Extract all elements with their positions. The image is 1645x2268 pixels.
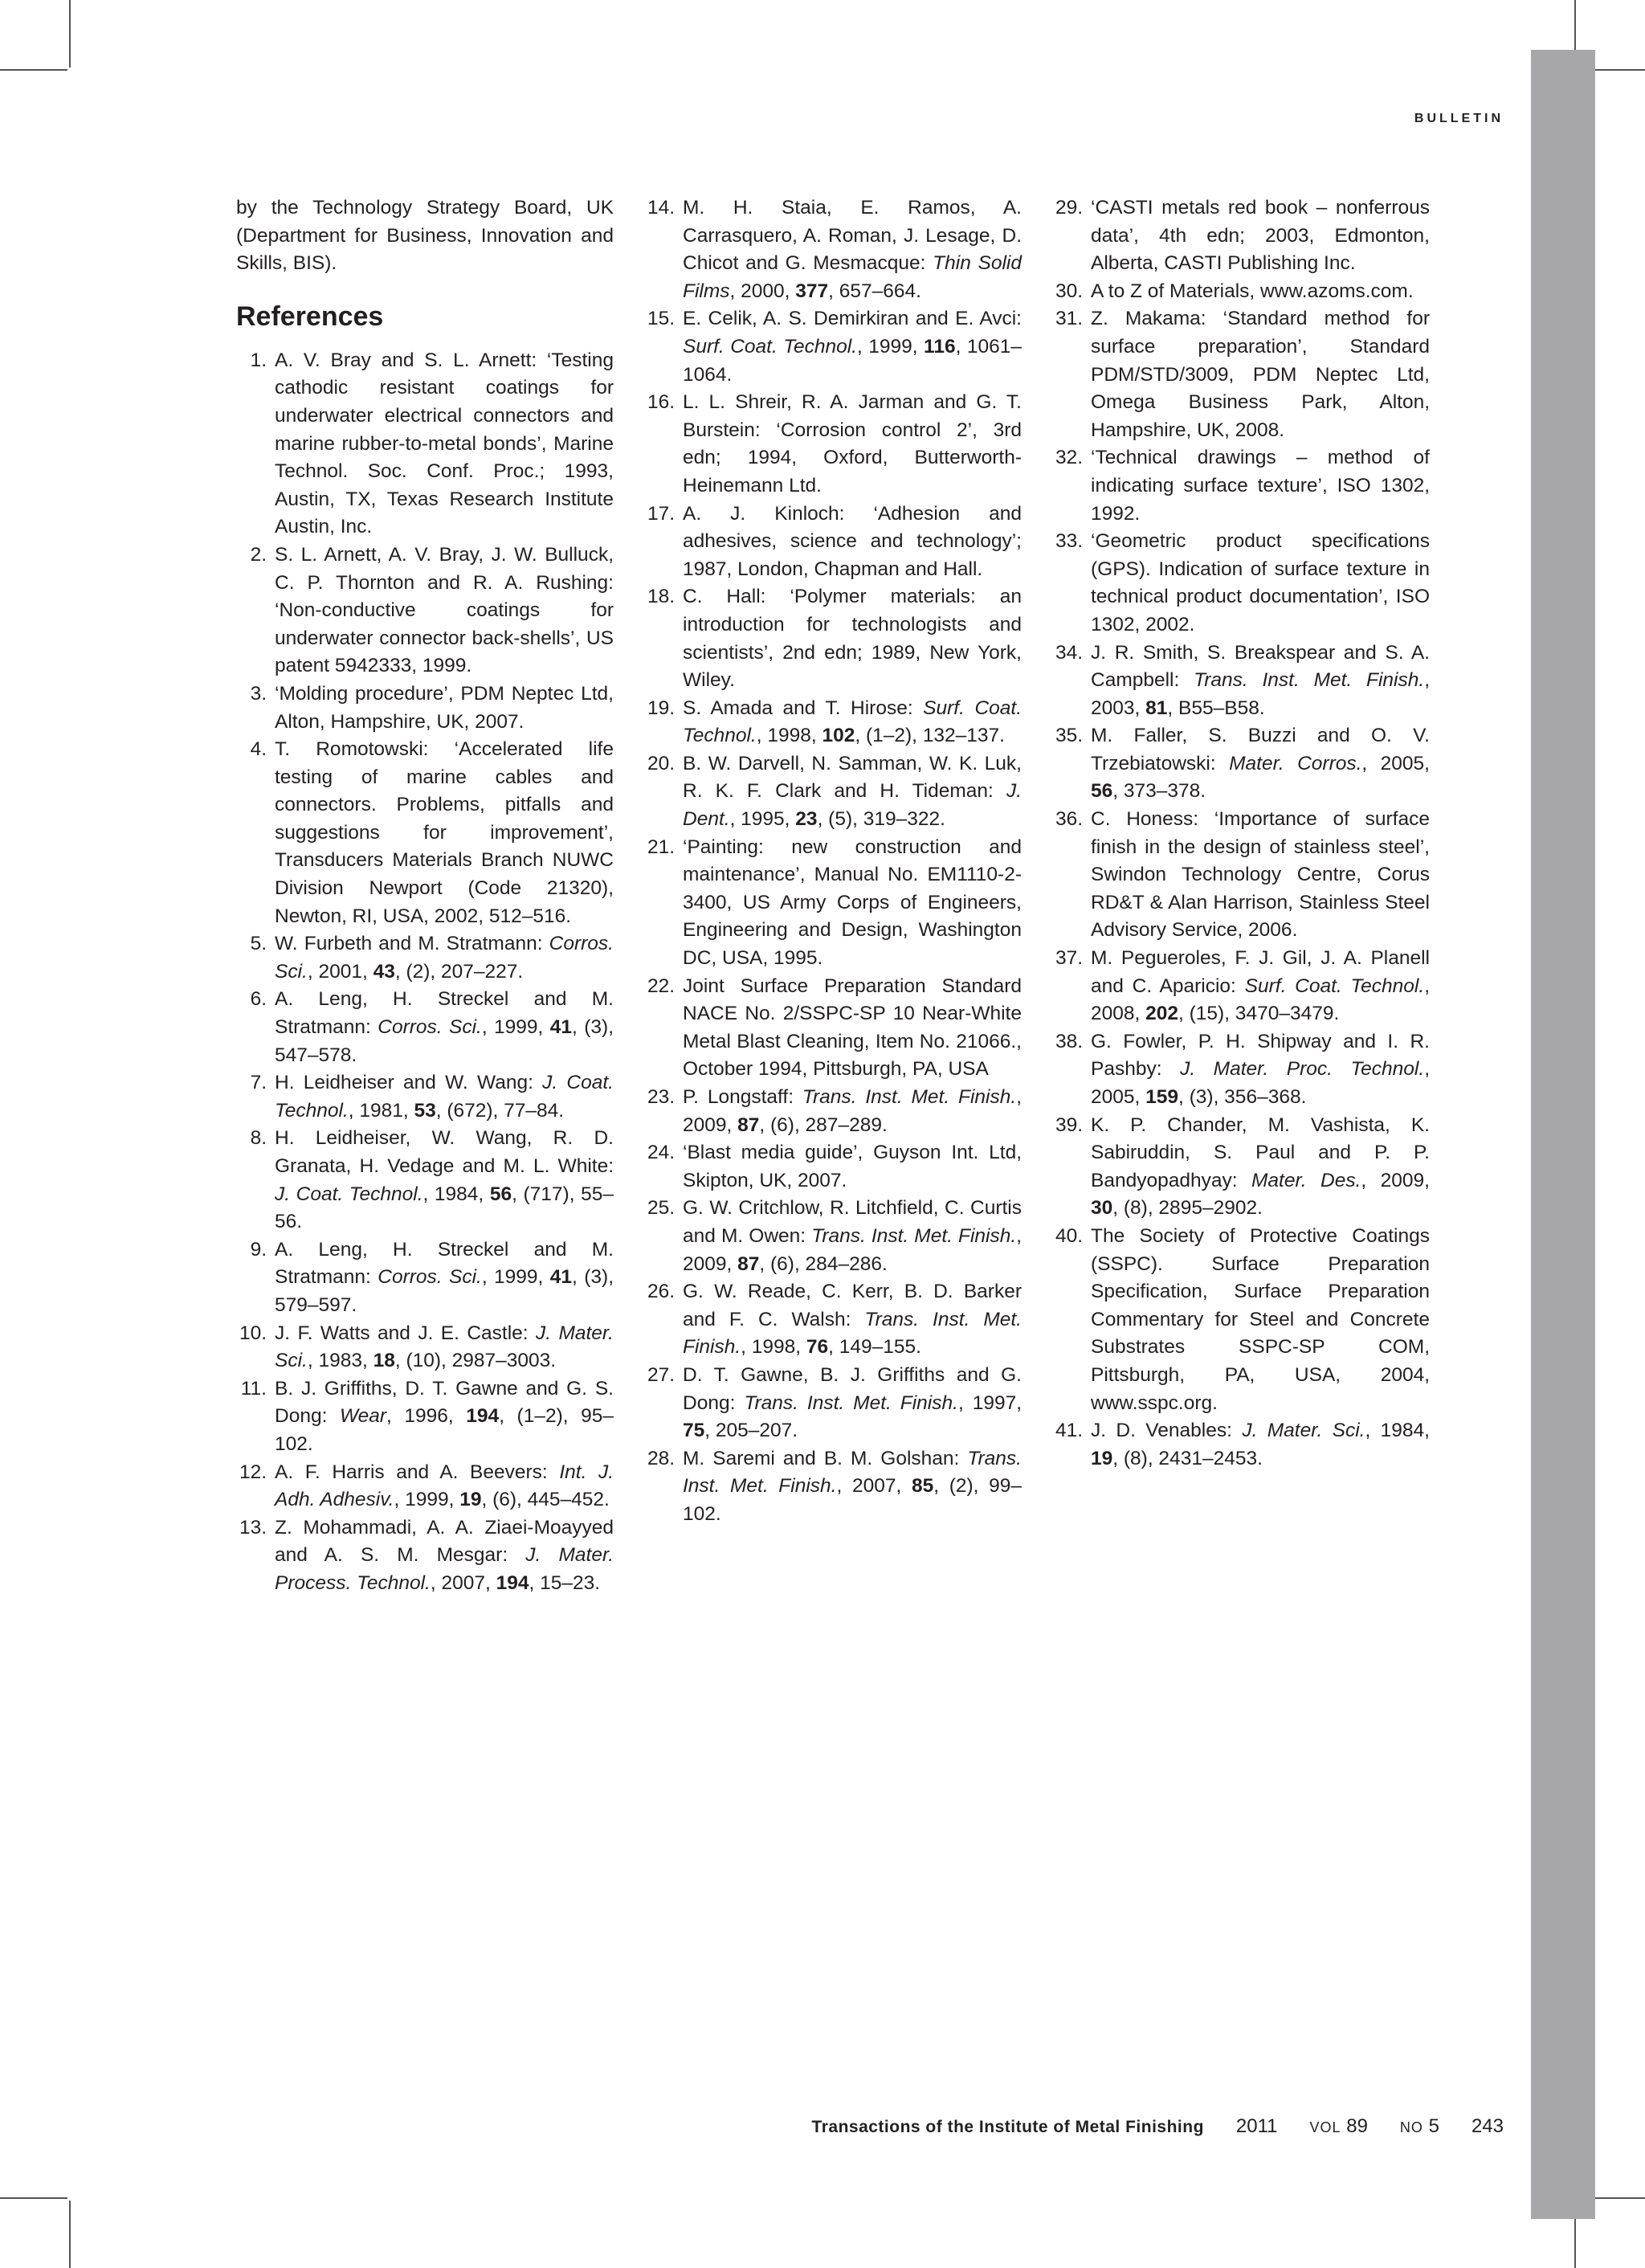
crop-mark: [69, 2201, 71, 2268]
reference-text: M. H. Staia, E. Ramos, A. Carrasquero, A. Roman, J. Lesage, D. Chicot and G. Mesmacque:: [683, 197, 1022, 275]
reference-number: 21.: [647, 836, 675, 858]
reference-item: [644, 1362, 1022, 1445]
reference-number: 15.: [647, 308, 675, 330]
reference-text: A. J. Kinloch: ‘Adhesion and adhesives, science and technology’; 1987, London, Chapman and Hall.: [683, 502, 1022, 580]
reference-text: A. V. Bray and S. L. Arnett: ‘Testing cathodic resistant coatings for underwater electrical connectors and marine rubber-to-metal bonds’, Marine Technol. Soc. Conf. Proc.; 1993, Austin, TX, Texas Research Institute Austin, Inc.: [275, 349, 614, 538]
volume-number: 43: [373, 960, 395, 983]
reference-item: [236, 1320, 614, 1375]
reference-number: 29.: [1055, 197, 1083, 219]
journal-title: Trans. Inst. Met. Finish.: [683, 1447, 1022, 1498]
reference-text: , 1984,: [1365, 1420, 1430, 1442]
volume-number: 194: [466, 1405, 500, 1428]
volume-number: 87: [737, 1114, 760, 1136]
journal-title: J. Mater. Sci.: [275, 1322, 614, 1372]
crop-mark: [0, 2197, 67, 2199]
reference-text: ‘Painting: new construction and maintenance’, Manual No. EM1110-2-3400, US Army Corps of Engineers, Engineering and Design, Washington DC, USA, 1995.: [683, 836, 1022, 970]
reference-number: 11.: [240, 1377, 267, 1400]
journal-title: J. Mater. Sci.: [1242, 1420, 1365, 1442]
reference-text: , (6), 284–286.: [759, 1253, 888, 1275]
reference-text: , 1999,: [481, 1016, 550, 1039]
reference-text: C. Honess: ‘Importance of surface finish in the design of stainless steel’, Swindon Technology Centre, Corus RD&T & Alan Harrison, Stainless Steel Advisory Service, 2006.: [1091, 808, 1430, 942]
running-head: BULLETIN: [1414, 112, 1504, 125]
reference-text: , (717), 55–56.: [275, 1183, 614, 1233]
reference-text: M. Saremi and B. M. Golshan:: [683, 1447, 968, 1469]
reference-item: [644, 305, 1022, 389]
reference-number: 28.: [647, 1447, 675, 1469]
reference-item: [644, 1278, 1022, 1362]
reference-text: E. Celik, A. S. Demirkiran and E. Avci:: [683, 308, 1022, 330]
reference-text: M. Pegueroles, F. J. Gil, J. A. Planell and C. Aparicio:: [1091, 947, 1430, 997]
journal-title: Corros. Sci.: [378, 1266, 482, 1289]
reference-text: H. Leidheiser and W. Wang:: [275, 1072, 543, 1094]
volume-label: VOL: [1309, 2119, 1341, 2135]
page-number: 243: [1471, 2115, 1504, 2137]
reference-text: A. Leng, H. Streckel and M. Stratmann:: [275, 1238, 614, 1289]
reference-text: , 1983,: [307, 1350, 373, 1372]
volume-number: 85: [911, 1475, 934, 1498]
text-column-3: [1052, 194, 1430, 1473]
reference-item: [1052, 640, 1430, 723]
reference-text: B. W. Darvell, N. Samman, W. K. Luk, R. K. F. Clark and H. Tideman:: [683, 752, 1022, 803]
journal-title: Thin Solid Films: [683, 252, 1022, 302]
reference-item: [644, 501, 1022, 584]
reference-text: , 1999,: [856, 335, 925, 358]
reference-text: G. W. Reade, C. Kerr, B. D. Barker and F. C. Walsh:: [683, 1281, 1022, 1330]
reference-number: 20.: [647, 752, 675, 774]
reference-number: 23.: [647, 1086, 675, 1108]
reference-text: J. R. Smith, S. Breakspear and S. A. Campbell:: [1091, 641, 1430, 692]
reference-item: [1052, 194, 1430, 278]
reference-number: 35.: [1055, 725, 1083, 747]
reference-number: 24.: [647, 1142, 675, 1164]
volume-number: 75: [683, 1420, 705, 1442]
reference-item: [236, 1069, 614, 1125]
reference-text: , (3), 547–578.: [275, 1016, 614, 1066]
reference-number: 32.: [1055, 447, 1083, 469]
volume-number: 56: [1091, 780, 1113, 803]
journal-title: J. Mater. Process. Technol.: [275, 1544, 614, 1594]
reference-item: [236, 1125, 614, 1236]
reference-text: P. Longstaff:: [683, 1086, 802, 1108]
volume-number: 23: [795, 808, 818, 831]
reference-text: S. L. Arnett, A. V. Bray, J. W. Bulluck, C. P. Thornton and R. A. Rushing: ‘Non-conductive coatings for underwater connector back-shells’, US patent 5942333, 1999.: [275, 543, 614, 677]
reference-text: , 1997,: [957, 1391, 1023, 1414]
reference-text: , 1981,: [348, 1099, 414, 1122]
volume-number: 116: [924, 335, 956, 358]
reference-item: [236, 680, 614, 736]
reference-text: , 1995,: [729, 808, 796, 831]
reference-text: Z. Makama: ‘Standard method for surface preparation’, Standard PDM/STD/3009, PDM Neptec Ltd, Omega Business Park, Alton, Hampshire, UK, 2008.: [1091, 308, 1430, 441]
reference-item: [644, 1084, 1022, 1139]
reference-text: J. F. Watts and J. E. Castle:: [275, 1322, 536, 1344]
reference-text: J. D. Venables:: [1091, 1420, 1243, 1442]
reference-text: , 2007,: [836, 1475, 912, 1498]
reference-number: 37.: [1055, 947, 1083, 970]
reference-number: 30.: [1055, 280, 1083, 302]
reference-text: A. F. Harris and A. Beevers:: [275, 1461, 560, 1483]
reference-item: [236, 1236, 614, 1320]
reference-text: , 2000,: [729, 280, 796, 302]
reference-item: [1052, 444, 1430, 528]
reference-text: , 15–23.: [529, 1571, 601, 1594]
reference-text: , 2005,: [1091, 1058, 1430, 1108]
volume-number: 202: [1145, 1003, 1179, 1025]
volume-number: 18: [373, 1350, 395, 1372]
reference-text: S. Amada and T. Hirose:: [683, 697, 924, 719]
volume-number: 89: [1346, 2115, 1368, 2137]
reference-number: 5.: [250, 933, 267, 955]
reference-text: K. P. Chander, M. Vashista, K. Sabiruddin, S. Paul and P. P. Bandyopadhyay:: [1091, 1114, 1430, 1191]
reference-text: , (1–2), 95–102.: [275, 1405, 614, 1455]
reference-text: , 2009,: [683, 1224, 1022, 1275]
reference-item: [1052, 305, 1430, 444]
reference-text: , (5), 319–322.: [817, 808, 945, 831]
reference-number: 16.: [647, 391, 675, 414]
reference-text: G. W. Critchlow, R. Litchfield, C. Curtis and M. Owen:: [683, 1197, 1022, 1247]
reference-item: [644, 583, 1022, 694]
reference-text: , 1998,: [756, 725, 822, 747]
journal-title: Trans. Inst. Met. Finish.: [811, 1224, 1017, 1247]
reference-text: W. Furbeth and M. Stratmann:: [275, 933, 549, 955]
journal-title: Mater. Des.: [1251, 1169, 1361, 1191]
journal-title: Trans. Inst. Met. Finish.: [683, 1308, 1022, 1359]
reference-item: [236, 1375, 614, 1459]
reference-text: , (1–2), 132–137.: [855, 725, 1005, 747]
reference-text: , (672), 77–84.: [435, 1099, 565, 1122]
reference-number: 10.: [239, 1322, 267, 1344]
reference-number: 6.: [250, 988, 267, 1011]
reference-item: [644, 750, 1022, 834]
reference-item: [644, 834, 1022, 973]
reference-item: [644, 695, 1022, 750]
reference-item: [236, 986, 614, 1069]
reference-number: 7.: [250, 1072, 267, 1094]
reference-text: , 205–207.: [704, 1420, 798, 1442]
volume-number: 19: [459, 1489, 482, 1511]
reference-text: Joint Surface Preparation Standard NACE No. 2/SSPC-SP 10 Near-White Metal Blast Cleaning, Item No. 21066., October 1994, Pittsburgh, PA, USA: [683, 975, 1022, 1081]
reference-text: ‘Blast media guide’, Guyson Int. Ltd, Skipton, UK, 2007.: [683, 1142, 1022, 1191]
volume-number: 159: [1145, 1086, 1179, 1108]
reference-item: [1052, 1417, 1430, 1473]
journal-title: Int. J. Adh. Adhesiv.: [275, 1461, 614, 1511]
volume-number: 30: [1091, 1197, 1113, 1220]
reference-text: , 2009,: [1361, 1169, 1430, 1191]
volume-number: 87: [737, 1253, 760, 1275]
reference-text: , 149–155.: [828, 1336, 921, 1359]
reference-number: 2.: [250, 543, 267, 566]
reference-text: D. T. Gawne, B. J. Griffiths and G. Dong:: [683, 1363, 1022, 1414]
reference-text: , 1999,: [481, 1266, 550, 1289]
reference-text: , (8), 2895–2902.: [1112, 1197, 1263, 1220]
journal-title: J. Dent.: [683, 780, 1022, 831]
reference-item: [1052, 528, 1430, 639]
volume-number: 194: [496, 1571, 529, 1594]
reference-item: [1052, 278, 1430, 306]
journal-title: J. Coat. Technol.: [275, 1072, 614, 1122]
page-footer: [812, 2115, 1504, 2138]
reference-number: 31.: [1055, 308, 1083, 330]
reference-item: [1052, 1028, 1430, 1112]
reference-item: [644, 1195, 1022, 1278]
footer-year: 2011: [1235, 2115, 1278, 2137]
reference-item: [236, 1459, 614, 1514]
reference-number: 34.: [1055, 641, 1083, 664]
reference-number: 22.: [647, 975, 675, 997]
reference-number: 13.: [239, 1516, 267, 1539]
reference-item: [644, 1445, 1022, 1529]
reference-item: [644, 194, 1022, 305]
journal-title: Corros. Sci.: [275, 933, 614, 983]
reference-text: , 2007,: [430, 1571, 496, 1594]
reference-text: Z. Mohammadi, A. A. Ziaei-Moayyed and A. S. M. Mesgar:: [275, 1516, 614, 1567]
reference-item: [236, 1514, 614, 1598]
reference-number: 12.: [239, 1461, 267, 1483]
reference-number: 33.: [1055, 530, 1083, 553]
volume-number: 102: [822, 725, 855, 747]
reference-item: [1052, 806, 1430, 945]
reference-number: 41.: [1055, 1420, 1083, 1442]
journal-title: J. Mater. Proc. Technol.: [1180, 1058, 1425, 1081]
journal-title: Trans. Inst. Met. Finish.: [744, 1391, 958, 1414]
reference-text: , 1061–1064.: [683, 335, 1022, 386]
journal-title: Mater. Corros.: [1229, 752, 1362, 774]
reference-text: , (2), 99–102.: [683, 1475, 1023, 1525]
reference-text: , 2009,: [683, 1086, 1022, 1136]
journal-title: Surf. Coat. Technol.: [683, 697, 1022, 747]
reference-item: [1052, 1223, 1430, 1417]
journal-title: Trans. Inst. Met. Finish.: [802, 1086, 1017, 1108]
reference-number: 1.: [250, 349, 267, 371]
reference-item: [236, 736, 614, 930]
reference-item: [1052, 1112, 1430, 1223]
journal-name: Transactions of the Institute of Metal Finishing: [811, 2118, 1204, 2136]
reference-text: H. Leidheiser, W. Wang, R. D. Granata, H. Vedage and M. L. White:: [275, 1127, 614, 1177]
reference-text: , (3), 356–368.: [1178, 1086, 1307, 1108]
volume-number: 53: [414, 1099, 436, 1122]
reference-text: , (6), 445–452.: [481, 1489, 610, 1511]
reference-text: M. Faller, S. Buzzi and O. V. Trzebiatowski:: [1091, 725, 1430, 774]
reference-item: [1052, 722, 1430, 806]
reference-item: [644, 1139, 1022, 1195]
reference-item: [644, 973, 1022, 1084]
reference-number: 39.: [1055, 1114, 1083, 1136]
volume-number: 56: [489, 1183, 512, 1205]
reference-item: [236, 541, 614, 680]
reference-text: ‘Geometric product specifications (GPS). Indication of surface texture in technical product documentation’, ISO 1302, 2002.: [1091, 530, 1430, 635]
reference-item: [236, 930, 614, 986]
reference-text: , (10), 2987–3003.: [394, 1350, 557, 1372]
reference-text: , 1996,: [386, 1405, 467, 1428]
reference-text: A. Leng, H. Streckel and M. Stratmann:: [275, 988, 614, 1039]
reference-text: , 2003,: [1091, 669, 1430, 719]
reference-number: 14.: [647, 197, 675, 219]
references-heading: References: [236, 300, 384, 332]
reference-text: G. Fowler, P. H. Shipway and I. R. Pashby:: [1091, 1030, 1430, 1081]
volume-number: 76: [806, 1336, 829, 1359]
crop-mark: [69, 0, 71, 67]
reference-text: , 2001,: [307, 960, 373, 983]
reference-number: 4.: [250, 738, 267, 761]
volume-number: 377: [795, 280, 829, 302]
reference-number: 25.: [647, 1197, 675, 1220]
reference-number: 27.: [647, 1363, 675, 1386]
reference-text: , B55–B58.: [1167, 697, 1265, 719]
reference-item: [1052, 945, 1430, 1028]
reference-text: , 2008,: [1091, 975, 1430, 1025]
reference-text: , (6), 287–289.: [759, 1114, 888, 1136]
crop-mark: [0, 69, 67, 71]
issue-label: NO: [1399, 2119, 1423, 2135]
reference-text: T. Romotowski: ‘Accelerated life testing of marine cables and connectors. Problems, pitfalls and suggestions for improvement’, Transducers Materials Branch NUWC Division Newport (Code 21320), Newton, RI, USA, 2002, 512–516.: [275, 738, 614, 927]
reference-text: , 2005,: [1361, 752, 1430, 774]
reference-text: , 1984,: [422, 1183, 490, 1205]
reference-item: [236, 347, 614, 541]
journal-title: J. Coat. Technol.: [275, 1183, 423, 1205]
grey-side-bar: [1531, 50, 1595, 2219]
reference-text: The Society of Protective Coatings (SSPC). Surface Preparation Specification, Surface Preparation Commentary for Steel and Concrete Substrates SSPC-SP COM, Pittsburgh, PA, USA, 2004, www.sspc.org.: [1091, 1224, 1430, 1414]
reference-text: , (2), 207–227.: [394, 960, 524, 983]
reference-number: 8.: [250, 1127, 267, 1150]
journal-title: Corros. Sci.: [378, 1016, 482, 1039]
reference-number: 18.: [647, 586, 675, 608]
reference-number: 40.: [1055, 1224, 1083, 1247]
reference-text: , (15), 3470–3479.: [1178, 1003, 1340, 1025]
reference-item: [644, 389, 1022, 500]
reference-text: , 657–664.: [828, 280, 921, 302]
reference-text: ‘CASTI metals red book – nonferrous data’, 4th edn; 2003, Edmonton, Alberta, CASTI Publishing Inc.: [1091, 197, 1430, 275]
reference-text: C. Hall: ‘Polymer materials: an introduction for technologists and scientists’, 2nd edn; 1989, New York, Wiley.: [683, 586, 1022, 692]
reference-number: 3.: [250, 682, 267, 705]
journal-title: Surf. Coat. Technol.: [1244, 975, 1425, 997]
journal-title: Surf. Coat. Technol.: [683, 335, 857, 358]
volume-number: 81: [1145, 697, 1168, 719]
reference-text: , 1999,: [394, 1489, 460, 1511]
reference-text: A to Z of Materials, www.azoms.com.: [1091, 280, 1414, 302]
reference-text: B. J. Griffiths, D. T. Gawne and G. S. Dong:: [275, 1377, 614, 1428]
reference-text: ‘Technical drawings – method of indicating surface texture’, ISO 1302, 1992.: [1091, 447, 1430, 525]
reference-number: 17.: [647, 502, 675, 525]
volume-number: 19: [1091, 1447, 1113, 1469]
journal-title: Wear: [339, 1405, 387, 1428]
journal-title: Trans. Inst. Met. Finish.: [1194, 669, 1425, 692]
reference-text: , 1998,: [741, 1336, 806, 1359]
reference-number: 36.: [1055, 808, 1083, 831]
text-column-1: [236, 194, 614, 1598]
volume-number: 41: [549, 1266, 573, 1289]
issue-number: 5: [1428, 2115, 1439, 2137]
volume-number: 41: [549, 1016, 573, 1039]
reference-number: 19.: [647, 697, 675, 719]
reference-number: 38.: [1055, 1030, 1083, 1052]
intro-paragraph: by the Technology Strategy Board, UK (Department for Business, Innovation and Skills, BIS).: [236, 197, 614, 275]
text-column-2: [644, 194, 1022, 1529]
reference-text: , (8), 2431–2453.: [1112, 1447, 1263, 1469]
reference-text: , (3), 579–597.: [275, 1266, 614, 1316]
reference-text: ‘Molding procedure’, PDM Neptec Ltd, Alton, Hampshire, UK, 2007.: [275, 682, 614, 733]
reference-number: 9.: [250, 1238, 267, 1261]
reference-text: L. L. Shreir, R. A. Jarman and G. T. Burstein: ‘Corrosion control 2’, 3rd edn; 1994, Oxford, Butterworth-Heinemann Ltd.: [683, 391, 1022, 497]
reference-number: 26.: [647, 1281, 675, 1303]
reference-text: , 373–378.: [1112, 780, 1206, 803]
